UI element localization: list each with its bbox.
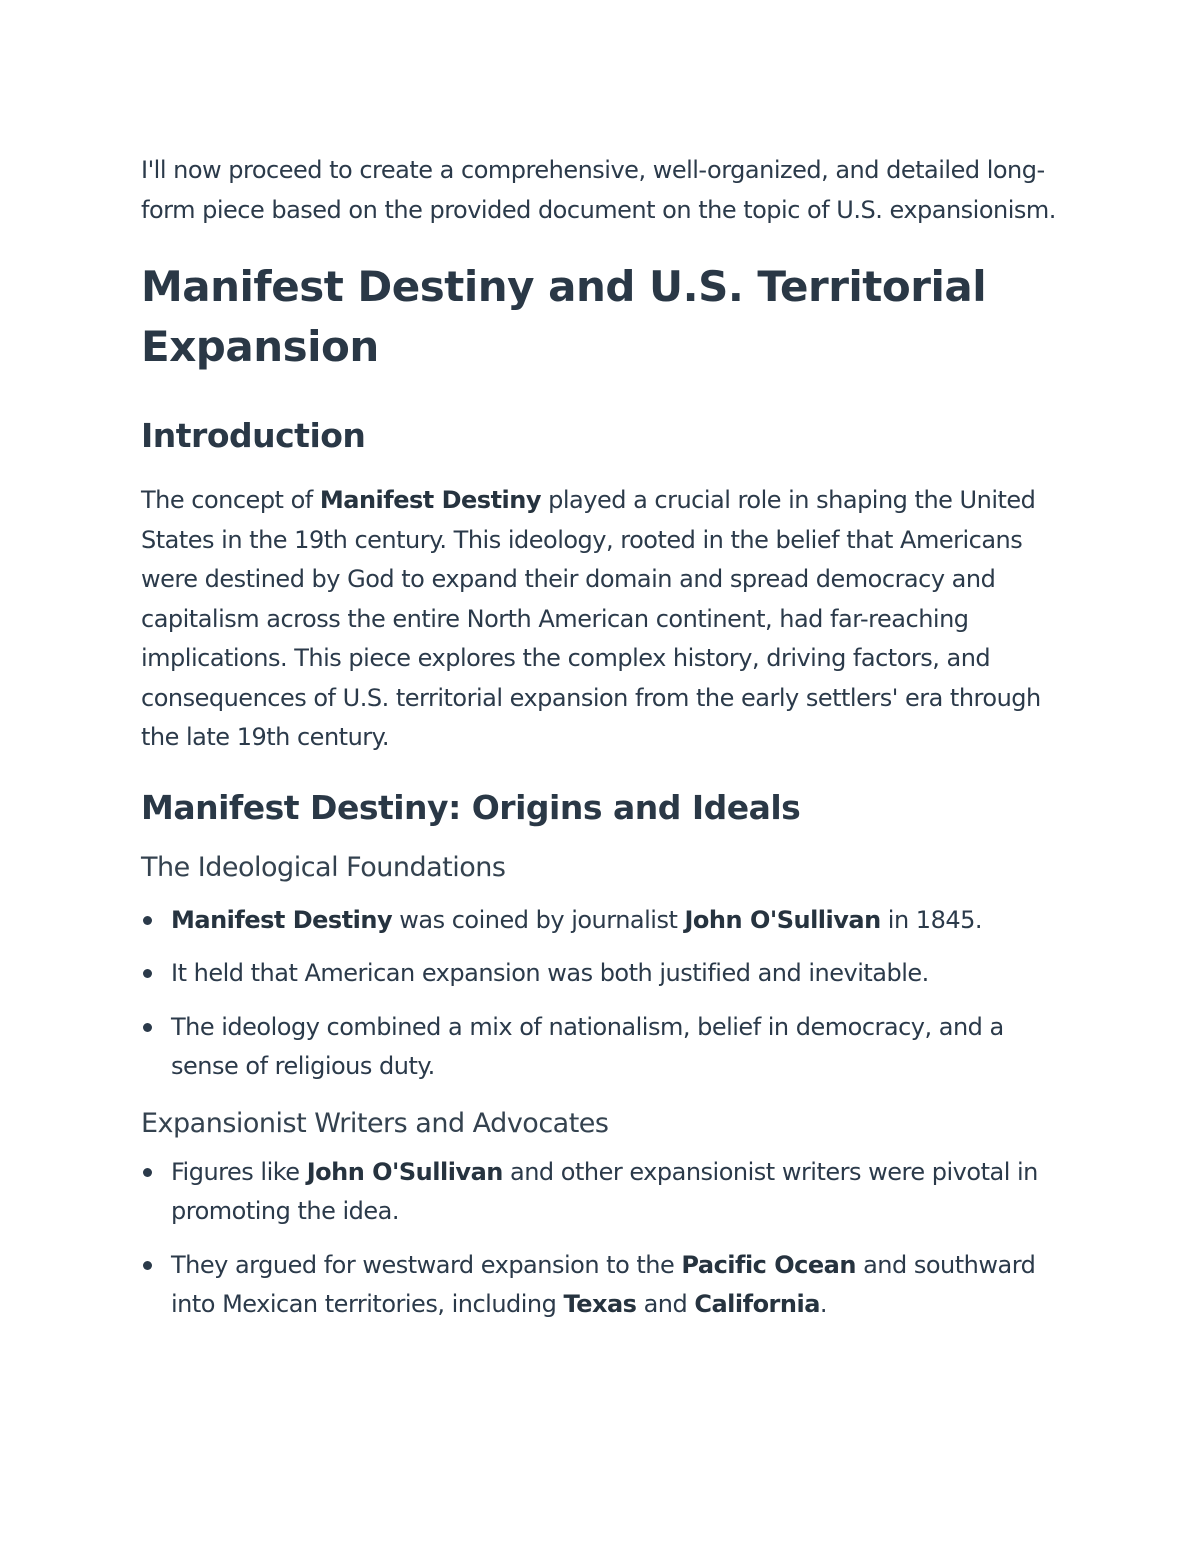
list-text: was coined by journalist <box>392 905 685 934</box>
list-text: and other expansionist writers were pivotal in promoting the idea. <box>171 1157 1038 1225</box>
list-text: and southward into Mexican territories, including <box>171 1250 1036 1318</box>
list-text: . <box>819 1290 828 1318</box>
foundations-list <box>141 901 1061 1087</box>
list-text: Figures like <box>171 1157 307 1186</box>
origins-heading: Manifest Destiny: Origins and Ideals <box>141 787 801 827</box>
advocates-list <box>141 1153 1061 1325</box>
foundations-subheading: The Ideological Foundations <box>141 851 506 883</box>
bold-term: John O'Sullivan <box>306 1157 503 1186</box>
bold-term: California <box>694 1290 820 1318</box>
list-item <box>141 1008 1061 1087</box>
bullet-icon <box>143 916 152 925</box>
list-text: They argued for westward expansion to the <box>171 1250 682 1279</box>
list-item <box>141 1246 1061 1325</box>
intro-text-part: The concept of <box>141 486 320 514</box>
intro-text-part: played a crucial role in shaping the United States in the 19th century. This ideology, rooted in the belief that Americans were destined by God to expand their domain and spread democracy and capitalism across the entire North American continent, had far-reaching implications. This piece explores the complex history, driving factors, and consequences of U.S. territorial expansion from the early settlers' era through the late 19th century. <box>141 486 1041 751</box>
intro-paragraph: I'll now proceed to create a comprehensive, well-organized, and detailed long-form piece based on the provided document on the topic of U.S. expansionism. <box>141 156 1056 224</box>
bullet-icon <box>143 1023 152 1032</box>
intro-bold-term: Manifest Destiny <box>319 486 541 514</box>
list-item <box>141 954 1061 994</box>
bullet-icon <box>143 969 152 978</box>
advocates-subheading: Expansionist Writers and Advocates <box>141 1107 609 1139</box>
introduction-paragraph <box>141 481 1061 758</box>
list-text: The ideology combined a mix of nationalism, belief in democracy, and a sense of religious duty. <box>171 1012 1004 1080</box>
list-item <box>141 1153 1061 1232</box>
bold-term: Texas <box>563 1290 637 1318</box>
bullet-icon <box>143 1261 152 1270</box>
list-item <box>141 901 1061 941</box>
list-text: It held that American expansion was both justified and inevitable. <box>171 959 929 987</box>
document-page <box>141 150 1061 1339</box>
list-text: in 1845. <box>880 905 983 934</box>
list-text: and <box>636 1290 695 1318</box>
bold-term: John O'Sullivan <box>684 905 881 934</box>
bullet-icon <box>143 1168 152 1177</box>
bold-term: Manifest Destiny <box>171 905 393 934</box>
bold-term: Pacific Ocean <box>681 1250 856 1279</box>
document-title: Manifest Destiny and U.S. Territorial Expansion <box>141 262 987 371</box>
introduction-heading: Introduction <box>141 416 366 455</box>
